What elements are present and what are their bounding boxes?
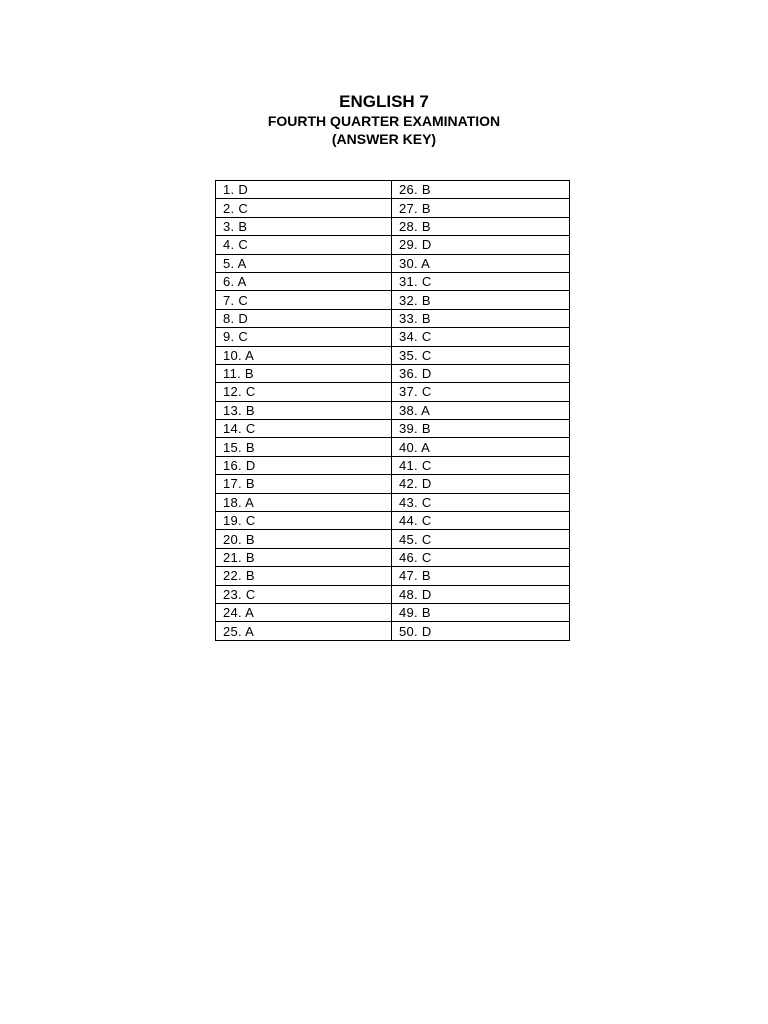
answer-cell: 44. C [392,512,570,530]
table-row [216,475,570,493]
table-row [216,512,570,530]
answer-cell: 31. C [392,272,570,290]
answer-cell: 21. B [216,548,392,566]
table-row [216,603,570,621]
table-row [216,493,570,511]
answer-cell: 19. C [216,512,392,530]
answer-cell: 10. A [216,346,392,364]
answer-cell: 50. D [392,622,570,640]
answer-cell: 27. B [392,199,570,217]
answer-cell: 20. B [216,530,392,548]
answer-cell: 12. C [216,383,392,401]
table-row [216,309,570,327]
table-row [216,199,570,217]
answer-cell: 6. A [216,272,392,290]
document-title: ENGLISH 7 [339,92,429,111]
document-subtitle: FOURTH QUARTER EXAMINATION [267,113,501,129]
answer-cell: 40. A [392,438,570,456]
table-row [216,291,570,309]
document-note: (ANSWER KEY) [331,131,437,147]
table-row [216,328,570,346]
table-row [216,236,570,254]
answer-cell: 26. B [392,181,570,199]
table-row [216,530,570,548]
answer-key-body [216,181,570,641]
table-row [216,548,570,566]
answer-cell: 45. C [392,530,570,548]
answer-cell: 49. B [392,603,570,621]
table-row [216,272,570,290]
answer-cell: 16. D [216,456,392,474]
answer-cell: 47. B [392,567,570,585]
answer-key-table [215,180,570,641]
table-row [216,254,570,272]
answer-cell: 1. D [216,181,392,199]
table-row [216,567,570,585]
answer-cell: 7. C [216,291,392,309]
answer-cell: 14. C [216,420,392,438]
table-row [216,438,570,456]
table-row [216,217,570,235]
answer-cell: 9. C [216,328,392,346]
table-row [216,383,570,401]
table-row [216,364,570,382]
answer-cell: 23. C [216,585,392,603]
table-row [216,181,570,199]
answer-cell: 2. C [216,199,392,217]
answer-cell: 3. B [216,217,392,235]
answer-cell: 22. B [216,567,392,585]
answer-cell: 15. B [216,438,392,456]
answer-cell: 8. D [216,309,392,327]
answer-cell: 11. B [216,364,392,382]
document-header [0,92,768,148]
answer-cell: 46. C [392,548,570,566]
answer-cell: 38. A [392,401,570,419]
answer-cell: 28. B [392,217,570,235]
table-row [216,585,570,603]
answer-cell: 13. B [216,401,392,419]
answer-cell: 41. C [392,456,570,474]
answer-cell: 37. C [392,383,570,401]
answer-cell: 34. C [392,328,570,346]
answer-cell: 5. A [216,254,392,272]
answer-cell: 4. C [216,236,392,254]
answer-cell: 29. D [392,236,570,254]
answer-cell: 42. D [392,475,570,493]
answer-cell: 48. D [392,585,570,603]
answer-cell: 33. B [392,309,570,327]
answer-cell: 36. D [392,364,570,382]
answer-cell: 30. A [392,254,570,272]
answer-cell: 17. B [216,475,392,493]
answer-cell: 39. B [392,420,570,438]
answer-cell: 24. A [216,603,392,621]
answer-cell: 43. C [392,493,570,511]
answer-cell: 32. B [392,291,570,309]
answer-cell: 35. C [392,346,570,364]
answer-cell: 18. A [216,493,392,511]
answer-cell: 25. A [216,622,392,640]
table-row [216,401,570,419]
table-row [216,622,570,640]
table-row [216,346,570,364]
table-row [216,420,570,438]
table-row [216,456,570,474]
